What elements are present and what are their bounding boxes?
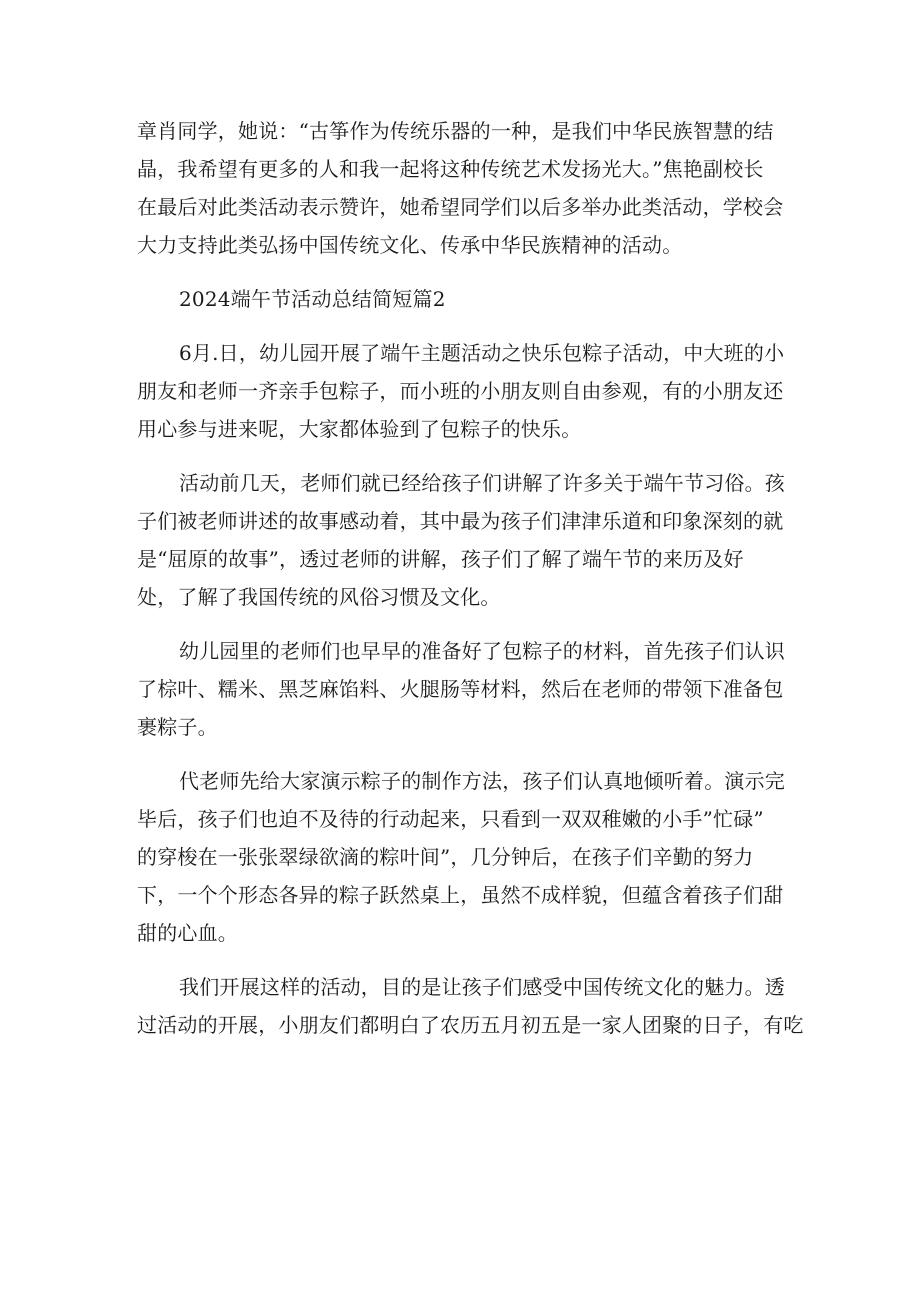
- paragraph-line: 子们被老师讲述的故事感动着，其中最为孩子们津津乐道和印象深刻的就: [137, 509, 784, 533]
- paragraph-line: 大力支持此类弘扬中国传统文化、传承中华民族精神的活动。: [137, 233, 683, 257]
- paragraph-line: 在最后对此类活动表示赞许，她希望同学们以后多举办此类活动，学校会: [137, 195, 784, 219]
- paragraph-line: 过活动的开展，小朋友们都明白了农历五月初五是一家人团聚的日子，有吃: [137, 1013, 804, 1037]
- paragraph-line: 处，了解了我国传统的风俗习惯及文化。: [137, 585, 501, 609]
- paragraph-line: 甜的心血。: [137, 921, 238, 945]
- paragraph-line: 我们开展这样的活动，目的是让孩子们感受中国传统文化的魅力。透: [179, 975, 785, 999]
- paragraph-line: 幼儿园里的老师们也早早的准备好了包粽子的材料，首先孩子们认识: [179, 639, 785, 663]
- document-body: [137, 112, 804, 1044]
- paragraph-line: 裹粽子。: [137, 715, 218, 739]
- paragraph-line: 是“屈原的故事”，透过老师的讲解，孩子们了解了端午节的来历及好: [137, 547, 744, 571]
- paragraph-line: 毕后，孩子们也迫不及待的行动起来，只看到一双双稚嫩的小手”忙碌”: [137, 807, 764, 831]
- paragraph-line: 下，一个个形态各异的粽子跃然桌上，虽然不成样貌，但蕴含着孩子们甜: [137, 883, 784, 907]
- paragraph-line: 了棕叶、糯米、黑芝麻馅料、火腿肠等材料，然后在老师的带领下准备包: [137, 677, 784, 701]
- paragraph-line: 用心参与进来呢，大家都体验到了包粽子的快乐。: [137, 417, 582, 441]
- paragraph-line: 的穿梭在一张张翠绿欲滴的粽叶间”，几分钟后，在孩子们辛勤的努力: [137, 845, 754, 869]
- paragraph-line: 6月.日，幼儿园开展了端午主题活动之快乐包粽子活动，中大班的小: [179, 341, 785, 365]
- paragraph-line: 章肖同学，她说：“古筝作为传统乐器的一种，是我们中华民族智慧的结: [137, 119, 774, 143]
- paragraph-line: 朋友和老师一齐亲手包粽子，而小班的小朋友则自由参观，有的小朋友还: [137, 379, 784, 403]
- section-heading: 2024端午节活动总结简短篇2: [179, 287, 446, 311]
- paragraph-line: 晶，我希望有更多的人和我一起将这种传统艺术发扬光大。”焦艳副校长: [137, 157, 764, 181]
- paragraph-line: 活动前几天，老师们就已经给孩子们讲解了许多关于端午节习俗。孩: [179, 471, 785, 495]
- paragraph-line: 代老师先给大家演示粽子的制作方法，孩子们认真地倾听着。演示完: [179, 769, 785, 793]
